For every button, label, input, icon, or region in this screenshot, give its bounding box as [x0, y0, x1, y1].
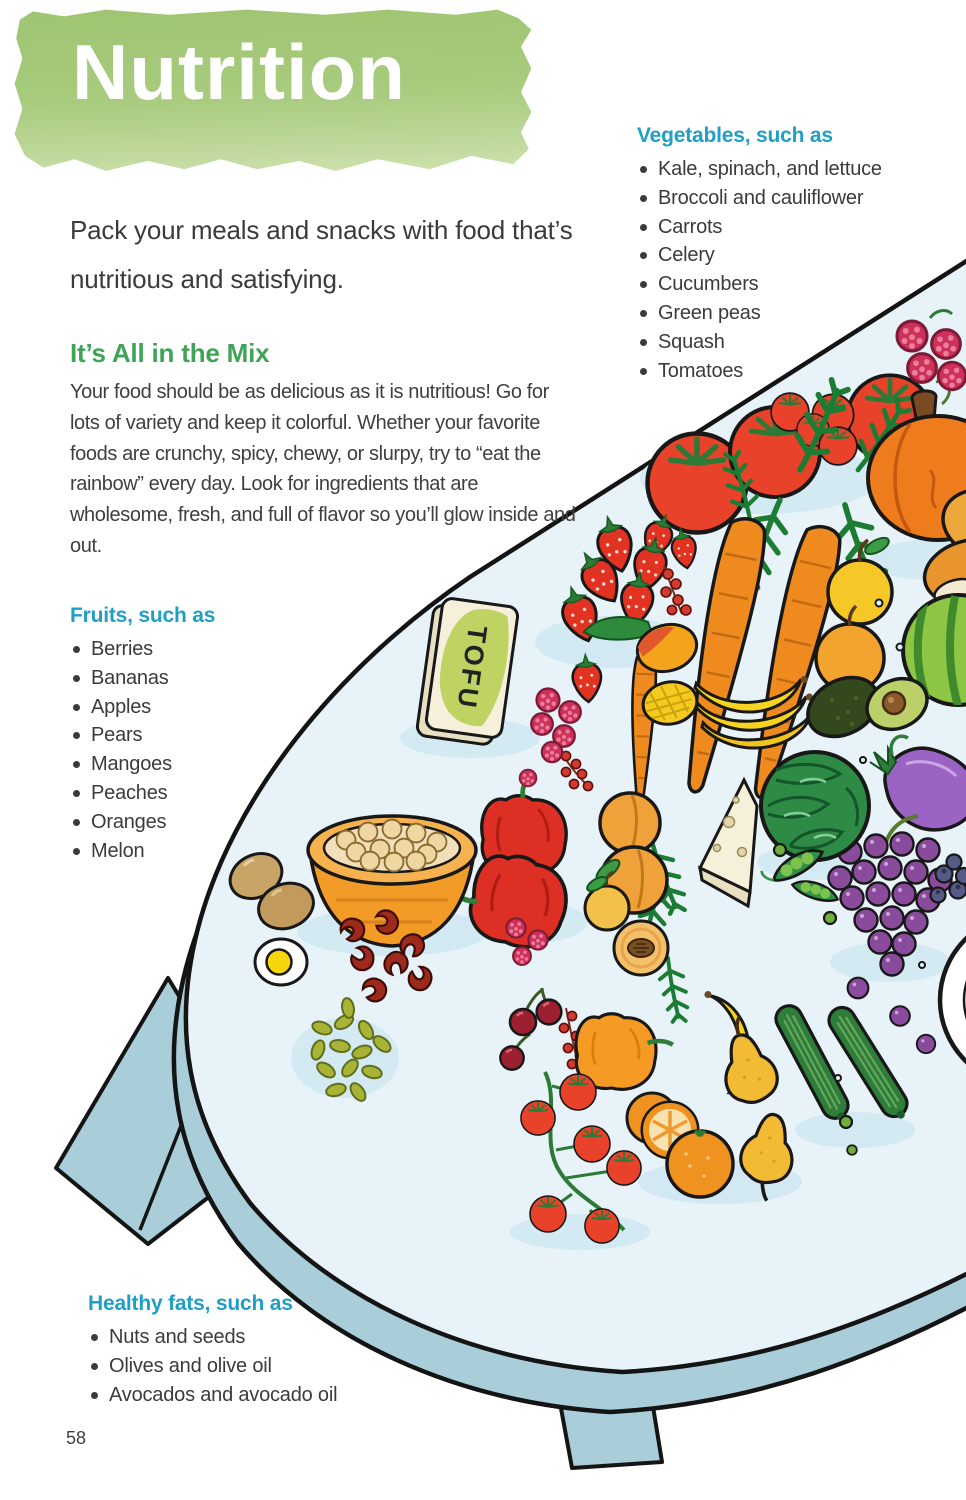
- fruits-list: [70, 604, 300, 865]
- tofu-label: TOFU: [451, 623, 493, 713]
- list-item: Bananas: [70, 664, 300, 693]
- list-item: Olives and olive oil: [88, 1352, 428, 1381]
- healthy-fats-list: [88, 1292, 428, 1409]
- list-item: Peaches: [70, 779, 300, 808]
- apricot-half: [614, 921, 668, 975]
- list-item: Oranges: [70, 808, 300, 837]
- section-body: Your food should be as delicious as it is nutritious! Go for lots of variety and keep it colorful. Whether your favorite foods are crunchy, spicy, chewy, or slurpy, try to “eat the rainbow” every day. Look for ingredients that are wholesome, fresh, and full of flavor so you’ll glow inside and out.: [70, 381, 576, 557]
- page-title: Nutrition: [72, 28, 406, 116]
- healthy-fats-heading: Healthy fats, such as: [88, 1292, 293, 1315]
- page-number: 58: [66, 1428, 87, 1448]
- list-item: Carrots: [637, 213, 937, 242]
- list-item: Tomatoes: [637, 357, 937, 386]
- list-item: Avocados and avocado oil: [88, 1381, 428, 1410]
- list-item: Nuts and seeds: [88, 1323, 428, 1352]
- list-item: Green peas: [637, 299, 937, 328]
- section-heading: It’s All in the Mix: [70, 338, 270, 368]
- list-item: Celery: [637, 241, 937, 270]
- boiled-egg: [255, 939, 307, 985]
- vegetables-list: [637, 124, 937, 385]
- tofu-box: [416, 596, 519, 746]
- list-item: Broccoli and cauliflower: [637, 184, 937, 213]
- list-item: Berries: [70, 635, 300, 664]
- list-item: Squash: [637, 328, 937, 357]
- vegetables-heading: Vegetables, such as: [637, 124, 833, 147]
- intro-text: Pack your meals and snacks with food that’s nutritious and satisfying.: [70, 215, 573, 294]
- list-item: Pears: [70, 721, 300, 750]
- fruits-heading: Fruits, such as: [70, 604, 216, 627]
- list-item: Melon: [70, 837, 300, 866]
- list-item: Kale, spinach, and lettuce: [637, 155, 937, 184]
- list-item: Apples: [70, 693, 300, 722]
- list-item: Mangoes: [70, 750, 300, 779]
- list-item: Cucumbers: [637, 270, 937, 299]
- orange: [667, 1129, 733, 1197]
